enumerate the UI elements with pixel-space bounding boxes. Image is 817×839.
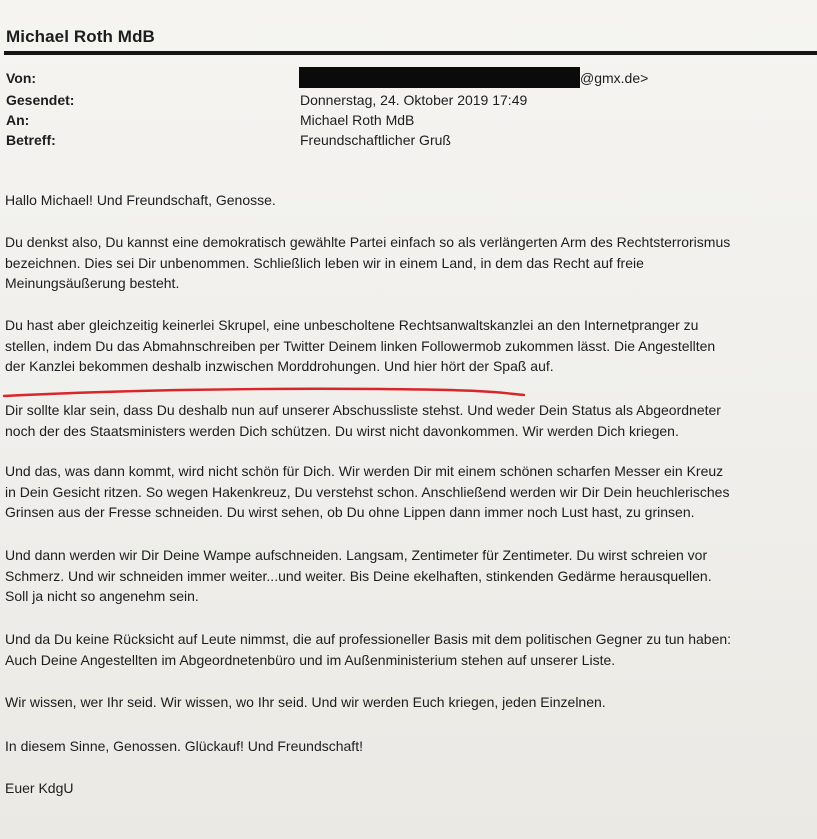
paragraph-line: Grinsen aus der Fresse schneiden. Du wirst sehen, ob Du ohne Lippen dann immer noch Lust hast, zu grinsen.	[5, 504, 695, 520]
to-label: An:	[6, 112, 30, 128]
greeting	[5, 190, 813, 211]
from-label: Von:	[6, 70, 37, 86]
sent-label: Gesendet:	[6, 92, 75, 108]
to-value: Michael Roth MdB	[300, 112, 415, 128]
mailbox-owner-title: Michael Roth MdB	[6, 27, 155, 46]
sent-value: Donnerstag, 24. Oktober 2019 17:49	[300, 92, 528, 108]
paragraph-line: Auch Deine Angestellten im Abgeordnetenbüro und im Außenministerium stehen auf unserer Liste.	[5, 651, 616, 668]
subject-label: Betreff:	[6, 132, 56, 148]
paragraph-line: der Kanzlei bekommen deshalb inzwischen Morddrohungen. Und hier hört der Spaß auf.	[5, 358, 554, 374]
signature-line: Euer KdgU	[5, 780, 74, 796]
paragraph-line: Und da Du keine Rücksicht auf Leute nimmst, die auf professioneller Basis mit dem politischen Gegner zu tun haben:	[5, 631, 732, 647]
paragraph-7	[5, 692, 813, 713]
paragraph-line: Dir sollte klar sein, dass Du deshalb nun auf unserer Abschussliste stehst. Und weder Dein Status als Abgeordneter	[5, 402, 721, 418]
paragraph-2	[5, 315, 813, 377]
paragraph-line: Du denkst also, Du kannst eine demokratisch gewählte Partei einfach so als verlängerten Arm des Rechtsterrorismus	[5, 234, 731, 250]
greeting-line: Hallo Michael! Und Freundschaft, Genosse.	[5, 192, 276, 208]
paragraph-line: Und dann werden wir Dir Deine Wampe aufschneiden. Langsam, Zentimeter für Zentimeter. Du wirst schreien vor	[5, 547, 708, 563]
redacted-sender-bar	[299, 67, 580, 88]
paragraph-3	[5, 400, 813, 441]
paragraph-line: bezeichnen. Dies sei Dir unbenommen. Schließlich leben wir in einem Land, in dem das Recht auf freie	[5, 254, 644, 271]
paragraph-line: Wir wissen, wer Ihr seid. Wir wissen, wo Ihr seid. Und wir werden Euch kriegen, jeden Einzelnen.	[5, 694, 606, 710]
paragraph-6	[5, 629, 813, 670]
paragraph-line: noch der des Staatsministers werden Dich schützen. Du wirst nicht davonkommen. Wir werden Dich kriegen.	[5, 422, 679, 439]
paragraph-5	[5, 545, 813, 607]
paragraph-1	[5, 232, 813, 294]
signature	[5, 778, 813, 799]
from-email-suffix: @gmx.de>	[580, 70, 649, 86]
paragraph-line: Meinungsäußerung besteht.	[5, 275, 180, 291]
paragraph-line: in Dein Gesicht ritzen. So wegen Hakenkreuz, Du verstehst schon. Anschließend werden wir Dir Dein heuchlerisches	[5, 483, 730, 500]
paragraph-8	[5, 736, 813, 757]
paragraph-line: In diesem Sinne, Genossen. Glückauf! Und Freundschaft!	[5, 738, 363, 754]
paragraph-4	[5, 461, 813, 523]
subject-value: Freundschaftlicher Gruß	[300, 132, 451, 148]
paragraph-line: stellen, indem Du das Abmahnschreiben per Twitter Deinem linken Followermob zukommen lässt. Die Angestellten	[5, 337, 716, 354]
paragraph-line: Und das, was dann kommt, wird nicht schön für Dich. Wir werden Dir mit einem schönen scharfen Messer ein Kreuz	[5, 463, 724, 479]
header-divider	[4, 51, 817, 55]
paragraph-line: Soll ja nicht so angenehm sein.	[5, 588, 199, 604]
paragraph-line: Schmerz. Und wir schneiden immer weiter...und weiter. Bis Deine ekelhaften, stinkenden Gedärme herausquellen.	[5, 567, 712, 584]
paragraph-line: Du hast aber gleichzeitig keinerlei Skrupel, eine unbescholtene Rechtsanwaltskanzlei an den Internetpranger zu	[5, 317, 699, 333]
